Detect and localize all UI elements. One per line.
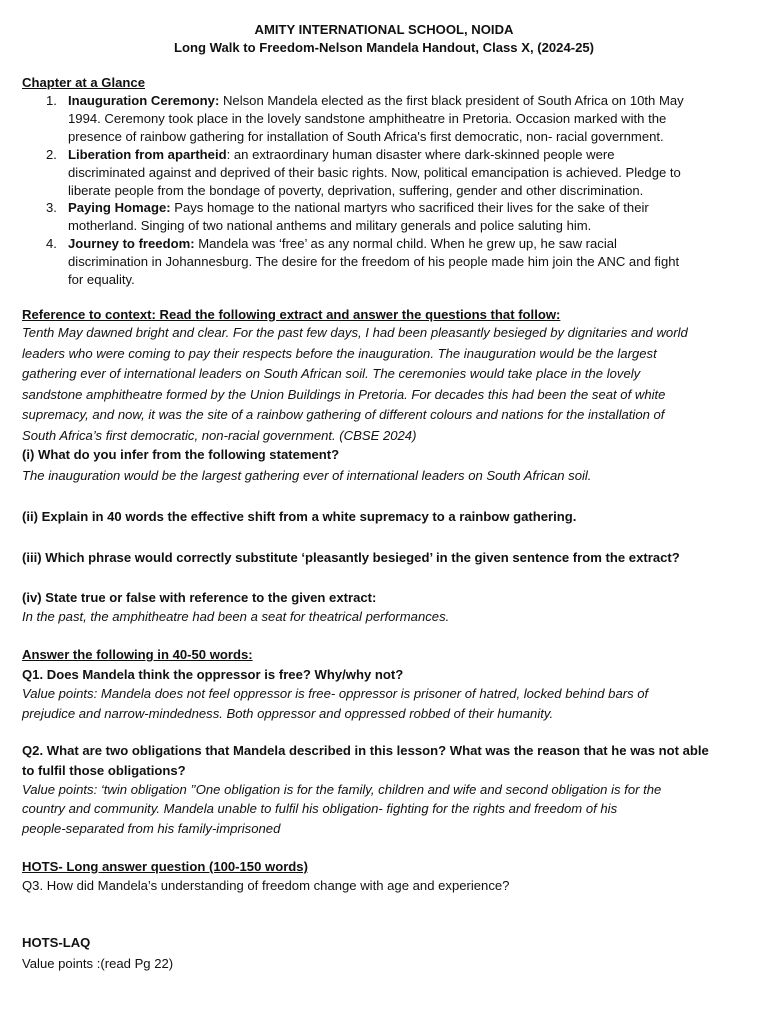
- item-text: presence of rainbow gathering for installation of South Africa's first democratic, non- racial government.: [68, 129, 664, 144]
- short-q1: Q1. Does Mandela think the oppressor is free? Why/why not?: [22, 667, 404, 682]
- hots-laq-value-points: Value points :(read Pg 22): [22, 956, 174, 971]
- item-title: Inauguration Ceremony:: [68, 93, 220, 108]
- item-text: Nelson Mandela elected as the first black president of South Africa on 10th May: [219, 93, 684, 108]
- glance-heading: Chapter at a Glance: [22, 75, 145, 90]
- extract-line: South Africa’s first democratic, non-racial government. (CBSE 2024): [22, 428, 417, 443]
- short-q2-value-points: country and community. Mandela unable to fulfil his obligation- fighting for the rights and freedom of his: [22, 801, 618, 816]
- question-i-statement: The inauguration would be the largest gathering ever of international leaders on South African soil.: [22, 468, 592, 483]
- list-number: 2.: [46, 147, 57, 162]
- reference-heading: Reference to context: Read the following extract and answer the questions that follow:: [22, 307, 561, 322]
- short-q1-value-points: Value points: Mandela does not feel oppressor is free- oppressor is prisoner of hatred, locked behind bars of: [22, 686, 649, 701]
- extract-line: supremacy, and now, it was the site of a rainbow gathering of different colours and nations for the installation of: [22, 407, 665, 422]
- item-title: Journey to freedom:: [68, 236, 195, 251]
- item-text: discriminated against and deprived of their basic rights. Now, political emancipation is achieved. Pledge to: [68, 165, 681, 180]
- question-iv-statement: In the past, the amphitheatre had been a seat for theatrical performances.: [22, 609, 450, 624]
- item-text: discrimination in Johannesburg. The desire for the freedom of his people made him join the ANC and fight: [68, 254, 680, 269]
- question-iii: (iii) Which phrase would correctly substitute ‘pleasantly besieged’ in the given sentence from the extract?: [22, 550, 680, 565]
- school-name: AMITY INTERNATIONAL SCHOOL, NOIDA: [254, 22, 514, 37]
- question-ii: (ii) Explain in 40 words the effective shift from a white supremacy to a rainbow gathering.: [22, 509, 577, 524]
- item-title: Liberation from apartheid: [68, 147, 227, 162]
- short-answer-heading: Answer the following in 40-50 words:: [22, 647, 253, 662]
- short-q1-value-points: prejudice and narrow-mindedness. Both oppressor and oppressed robbed of their humanity.: [22, 706, 554, 721]
- item-title: Paying Homage:: [68, 200, 171, 215]
- extract-line: Tenth May dawned bright and clear. For the past few days, I had been pleasantly besieged by dignitaries and world: [22, 325, 688, 340]
- question-iv: (iv) State true or false with reference to the given extract:: [22, 590, 377, 605]
- handout-title: Long Walk to Freedom-Nelson Mandela Handout, Class X, (2024-25): [173, 40, 595, 55]
- hots-laq-heading: HOTS-LAQ: [22, 935, 91, 950]
- short-q2: Q2. What are two obligations that Mandela described in this lesson? What was the reason that he was not able: [22, 743, 709, 758]
- hots-heading: HOTS- Long answer question (100-150 words): [22, 859, 308, 874]
- list-number: 1.: [46, 93, 57, 108]
- short-q2: to fulfil those obligations?: [22, 763, 186, 778]
- list-number: 4.: [46, 236, 57, 251]
- list-item: [68, 200, 649, 216]
- item-text: liberate people from the bondage of poverty, deprivation, suffering, gender and other discrimination.: [68, 183, 644, 198]
- short-q2-value-points: Value points: ‘twin obligation ’’One obligation is for the family, children and wife and second obligation is for the: [22, 782, 662, 797]
- short-q2-value-points: people-separated from his family-imprisoned: [22, 821, 281, 836]
- extract-line: leaders who were coming to pay their respects before the inauguration. The inauguration would be the largest: [22, 346, 657, 361]
- list-item: [68, 147, 615, 163]
- item-text: : an extraordinary human disaster where dark-skinned people were: [226, 147, 615, 162]
- item-text: 1994. Ceremony took place in the lovely sandstone amphitheatre in Pretoria. Occasion marked with the: [68, 111, 667, 126]
- list-item: [68, 236, 617, 252]
- item-text: Pays homage to the national martyrs who sacrificed their lives for the sake of their: [170, 200, 649, 215]
- extract-line: sandstone amphitheatre formed by the Union Buildings in Pretoria. For decades this had been the seat of white: [22, 387, 666, 402]
- question-i: (i) What do you infer from the following statement?: [22, 447, 340, 462]
- list-item: [68, 93, 684, 109]
- item-text: motherland. Singing of two national anthems and military generals and police saluting him.: [68, 218, 592, 233]
- list-number: 3.: [46, 200, 57, 215]
- extract-line: gathering ever of international leaders on South African soil. The ceremonies would take place in the lovely: [22, 366, 641, 381]
- item-text: for equality.: [68, 272, 135, 287]
- item-text: Mandela was ‘free’ as any normal child. When he grew up, he saw racial: [194, 236, 617, 251]
- hots-q3: Q3. How did Mandela’s understanding of freedom change with age and experience?: [22, 878, 510, 893]
